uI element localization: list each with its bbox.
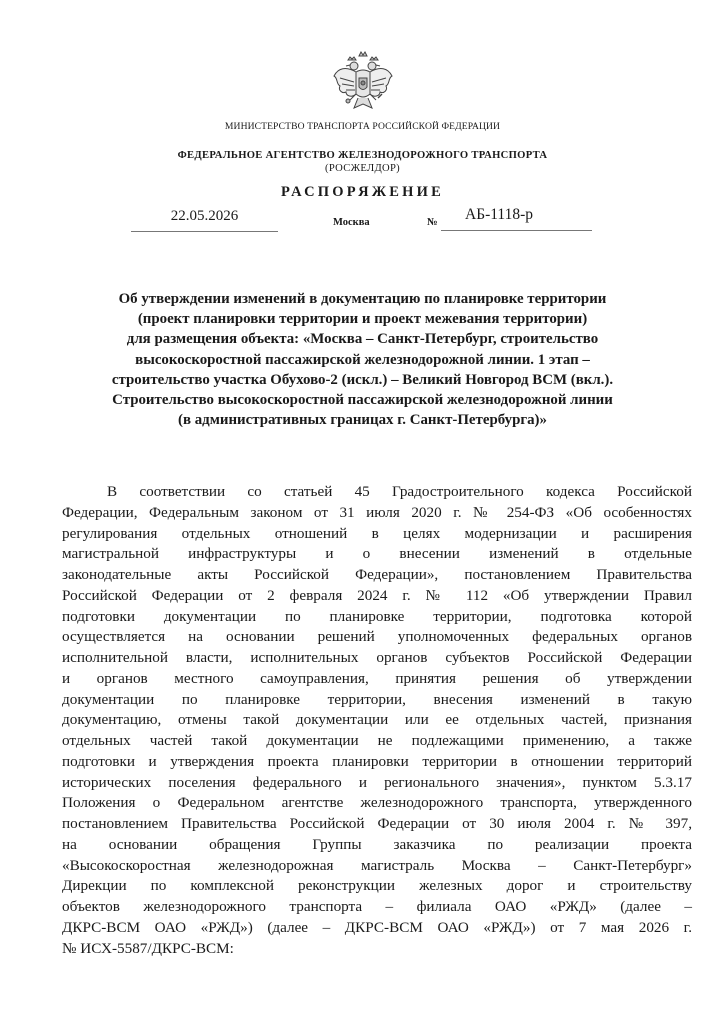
title-line: (проект планировки территории и проект межевания территории) bbox=[137, 311, 588, 328]
body-line: объектов железнодорожного транспорта – филиала ОАО «РЖД» (далее – bbox=[62, 898, 692, 915]
body-line: постановлением Правительства Российской Федерации от 30 июля 2004 г. № 397, bbox=[62, 815, 692, 832]
body-line: исполнительной власти, исполнительных органов субъектов Российской Федерации bbox=[62, 649, 692, 666]
body-line: Российской Федерации от 2 февраля 2024 г. № 112 «Об утверждении Правил bbox=[62, 586, 692, 604]
body-line: документацию, отмены такой документации или ее отдельных частей, признания bbox=[62, 711, 692, 729]
body-line: ДКРС-ВСМ ОАО «РЖД») (далее – ДКРС-ВСМ ОАО «РЖД») от 7 мая 2026 г. bbox=[62, 918, 692, 936]
body-line: магистральной инфраструктуры и о внесении изменений в отдельные bbox=[62, 545, 692, 563]
document-number: АБ-1118-р bbox=[441, 206, 592, 231]
body-line: Федерации, Федеральным законом от 31 июля 2020 г. № 254-ФЗ «Об особенностях bbox=[62, 503, 692, 521]
body-line: регулирования отдельных отношений в целях модернизации и расширения bbox=[62, 524, 692, 542]
body-line: осуществляется на основании решений уполномоченных федеральных органов bbox=[62, 628, 692, 646]
title-line: для размещения объекта: «Москва – Санкт-Петербург, строительство bbox=[126, 331, 599, 348]
body-line: подготовки и утверждения проекта планировки территории в отношении территорий bbox=[62, 752, 692, 770]
body-paragraph bbox=[62, 482, 692, 959]
title-line: высокоскоростной пассажирской железнодорожной линии. 1 этап – bbox=[135, 351, 590, 368]
body-line: «Высокоскоростная железнодорожная магистраль Москва – Санкт-Петербург» bbox=[62, 856, 692, 874]
document-city: Москва bbox=[333, 217, 370, 228]
coat-of-arms-icon bbox=[332, 50, 394, 116]
title-line: строительство участка Обухово-2 (искл.) – Великий Новгород ВСМ (вкл.). bbox=[111, 371, 614, 388]
body-line: и органов местного самоуправления, принятия решения об утверждении bbox=[62, 669, 692, 687]
body-line: Положения о Федеральном агентстве железнодорожного транспорта, утвержденного bbox=[62, 794, 692, 812]
number-sign: № bbox=[427, 217, 438, 228]
title-line: Об утверждении изменений в документацию по планировке территории bbox=[118, 291, 607, 307]
agency-short-name: (РОСЖЕЛДОР) bbox=[325, 163, 400, 174]
body-line: подготовки документации по планировке территории, подготовка которой bbox=[62, 607, 692, 625]
agency-name: ФЕДЕРАЛЬНОЕ АГЕНТСТВО ЖЕЛЕЗНОДОРОЖНОГО ТРАНСПОРТА bbox=[177, 150, 548, 161]
body-line: исторических поселения федерального и регионального значения», пунктом 5.3.17 bbox=[62, 773, 692, 791]
document-title bbox=[50, 289, 675, 430]
body-line: отдельных частей такой документации не подлежащими применению, а также bbox=[62, 732, 692, 749]
body-line: законодательные акты Российской Федерации», постановлением Правительства bbox=[62, 566, 692, 583]
document-date: 22.05.2026 bbox=[131, 208, 278, 232]
title-line: (в административных границах г. Санкт-Петербурга)» bbox=[178, 412, 547, 429]
body-line: № ИСХ-5587/ДКРС-ВСМ: bbox=[62, 939, 234, 957]
ministry-name: МИНИСТЕРСТВО ТРАНСПОРТА РОССИЙСКОЙ ФЕДЕРАЦИИ bbox=[224, 121, 501, 132]
body-line: В соответствии со статьей 45 Градостроительного кодекса Российской bbox=[107, 483, 692, 500]
title-line: Строительство высокоскоростной пассажирской железнодорожной линии bbox=[112, 392, 613, 409]
body-line: на основании обращения Группы заказчика по реализации проекта bbox=[62, 835, 692, 853]
document-type: РАСПОРЯЖЕНИЕ bbox=[280, 184, 445, 200]
body-line: Дирекции по комплексной реконструкции железных дорог и строительству bbox=[62, 877, 692, 895]
body-line: документации по планировке территории, внесения изменений в такую bbox=[62, 690, 692, 708]
